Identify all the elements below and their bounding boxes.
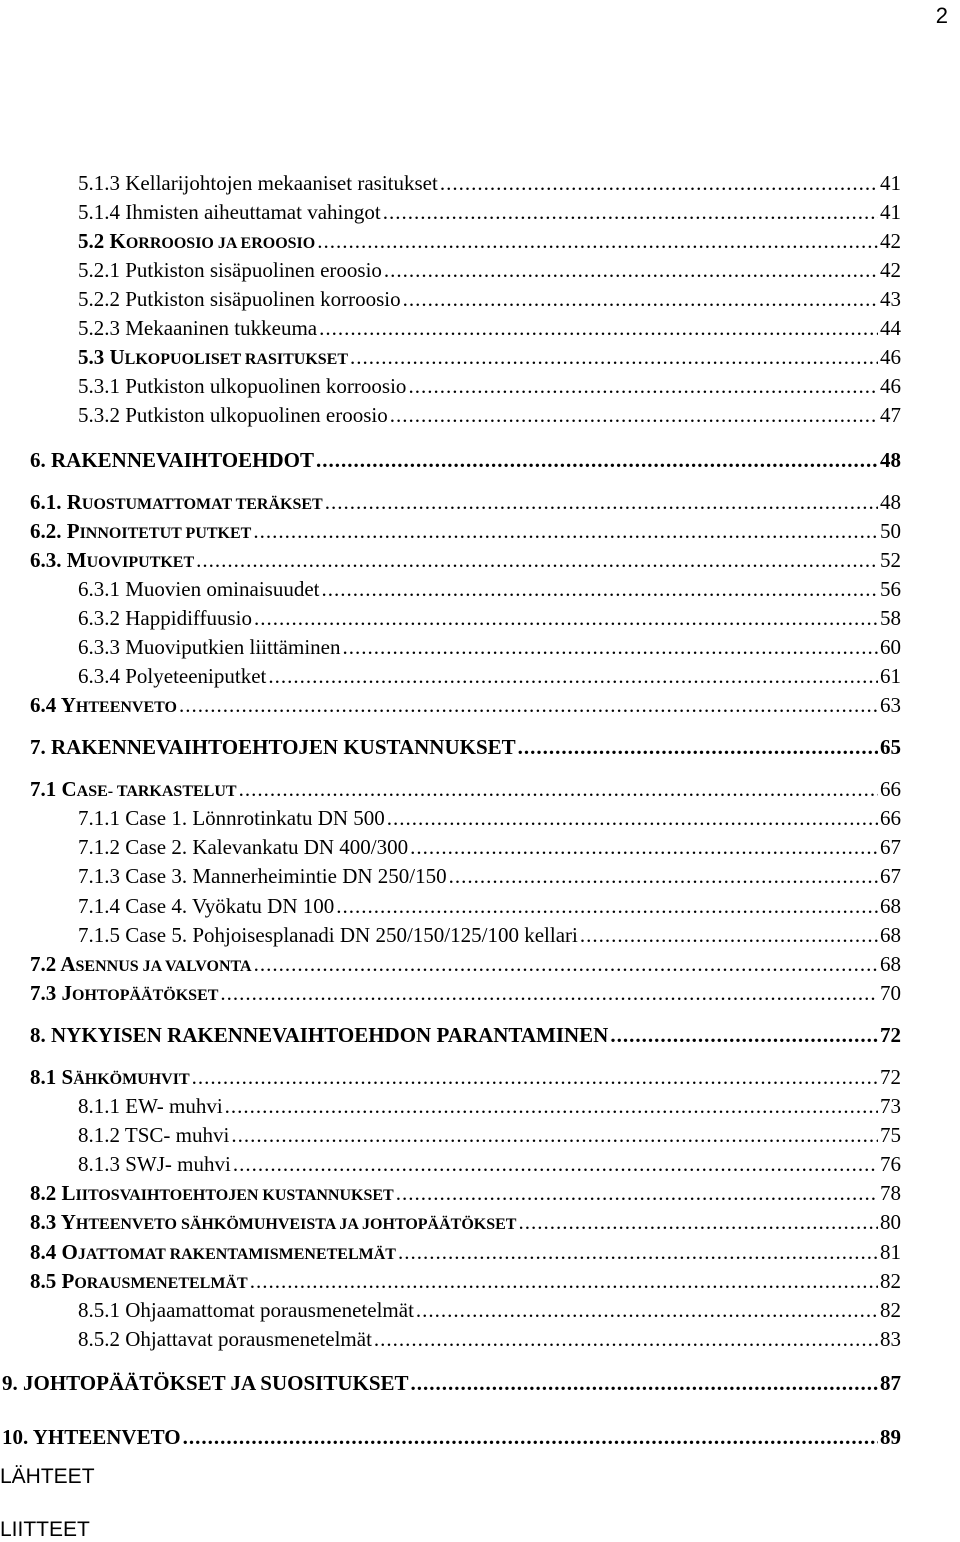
entry-page: 82 <box>880 1269 901 1293</box>
toc-entry-8-5-1[interactable] <box>78 1298 901 1322</box>
toc-entry-7-1-3[interactable] <box>78 864 901 888</box>
entry-page: 68 <box>880 894 901 918</box>
entry-page: 47 <box>880 403 901 427</box>
entry-page: 42 <box>880 229 901 253</box>
entry-page: 42 <box>880 258 901 282</box>
dot-leader <box>610 1023 878 1047</box>
entry-page: 66 <box>880 777 901 801</box>
toc-entry-8[interactable] <box>30 1023 901 1047</box>
dot-leader <box>390 403 878 427</box>
dot-leader <box>233 1152 878 1176</box>
dot-leader <box>398 1240 878 1264</box>
dot-leader <box>231 1123 878 1147</box>
dot-leader <box>250 1269 878 1293</box>
entry-number: 7.1.5 <box>78 923 120 947</box>
entry-number: 5.2.3 <box>78 316 120 340</box>
entry-number: 7.1.3 <box>78 864 120 888</box>
entry-title-initial: A <box>60 952 76 976</box>
dot-leader <box>518 1210 878 1234</box>
entry-title: Muovien ominaisuudet <box>125 577 320 601</box>
entry-title-initial: C <box>61 777 77 801</box>
entry-number: 5.1.4 <box>78 200 120 224</box>
entry-number: 7.1.4 <box>78 894 120 918</box>
toc-entry-6-3[interactable] <box>30 548 901 575</box>
entry-page: 44 <box>880 316 901 340</box>
entry-title-rest: ÄHKÖMUHVIT <box>73 1071 190 1088</box>
entry-page: 78 <box>880 1181 901 1205</box>
entry-number: 5.1.3 <box>78 171 120 195</box>
toc-entry-10[interactable] <box>2 1425 901 1449</box>
entry-title-rest: SENNUS JA VALVONTA <box>75 958 252 975</box>
entry-title-rest: JATTOMAT RAKENTAMISMENETELMÄT <box>77 1246 396 1263</box>
entry-page: 81 <box>880 1240 901 1264</box>
entry-title: Case 1. Lönnrotinkatu DN 500 <box>125 806 385 830</box>
dot-leader <box>449 864 878 888</box>
dot-leader <box>316 448 878 472</box>
entry-number: 5.2.2 <box>78 287 120 311</box>
entry-title: Putkiston ulkopuolinen korroosio <box>125 374 407 398</box>
entry-title-initial: L <box>61 1181 76 1205</box>
toc-entry-7-1-1[interactable] <box>78 806 901 830</box>
dot-leader <box>410 835 878 859</box>
dot-leader <box>403 287 878 311</box>
entry-title: TSC- muhvi <box>124 1123 230 1147</box>
entry-title-initial: S <box>61 1065 74 1089</box>
entry-number: 6.4 <box>30 693 57 717</box>
entry-page: 48 <box>880 490 901 514</box>
entry-number: 6.3.3 <box>78 635 120 659</box>
entry-page: 50 <box>880 519 901 543</box>
entry-number: 7. <box>30 735 46 759</box>
toc-entry-5-3[interactable] <box>78 345 901 372</box>
entry-title: Muoviputkien liittäminen <box>125 635 341 659</box>
entry-title: Putkiston sisäpuolinen eroosio <box>125 258 382 282</box>
dot-leader <box>183 1425 878 1449</box>
toc-entry-8-2[interactable] <box>30 1181 901 1208</box>
entry-number: 8.3 <box>30 1210 57 1234</box>
entry-title-initial: Y <box>60 693 76 717</box>
dot-leader <box>325 490 878 514</box>
toc-entry-6-3-4[interactable] <box>78 664 901 688</box>
entry-title-rest: ASE- TARKASTELUT <box>76 783 237 800</box>
entry-title-initial: M <box>66 548 87 572</box>
dot-leader <box>383 200 878 224</box>
toc-entry-7-2[interactable] <box>30 952 901 979</box>
entry-number: 5.3.2 <box>78 403 120 427</box>
entry-page: 52 <box>880 548 901 572</box>
entry-page: 46 <box>880 374 901 398</box>
entry-page: 68 <box>880 923 901 947</box>
entry-page: 89 <box>880 1425 901 1449</box>
entry-title: Ohjaamattomat porausmenetelmät <box>125 1298 414 1322</box>
entry-number: 8.2 <box>30 1181 57 1205</box>
toc-entry-5-1-3[interactable] <box>78 171 901 195</box>
toc-entry-7-1-2[interactable] <box>78 835 901 859</box>
entry-number: 6.3.2 <box>78 606 120 630</box>
toc-entry-7-1-4[interactable] <box>78 894 901 918</box>
entry-number: 5.3.1 <box>78 374 120 398</box>
entry-number: 8. <box>30 1023 46 1047</box>
entry-page: 63 <box>880 693 901 717</box>
toc-entry-5-2-2[interactable] <box>78 287 901 311</box>
entry-number: 5.2.1 <box>78 258 120 282</box>
dot-leader <box>196 548 878 572</box>
entry-page: 58 <box>880 606 901 630</box>
dot-leader <box>220 981 878 1005</box>
entry-title-initial: U <box>109 345 125 369</box>
dot-leader <box>440 171 878 195</box>
entry-page: 82 <box>880 1298 901 1322</box>
toc-entry-6-3-2[interactable] <box>78 606 901 630</box>
toc-entry-6[interactable] <box>30 448 901 472</box>
entry-number: 8.5 <box>30 1269 57 1293</box>
entry-page: 66 <box>880 806 901 830</box>
entry-title-initial: P <box>61 1269 75 1293</box>
dot-leader <box>192 1065 878 1089</box>
entry-title: RAKENNEVAIHTOEHTOJEN KUSTANNUKSET <box>51 735 516 759</box>
dot-leader <box>321 577 878 601</box>
dot-leader <box>254 606 878 630</box>
dot-leader <box>384 258 878 282</box>
toc-entry-7[interactable] <box>30 735 901 759</box>
entry-title: Case 2. Kalevankatu DN 400/300 <box>125 835 409 859</box>
entry-title-rest: ORAUSMENETELMÄT <box>74 1275 248 1292</box>
entry-title-rest: OHTOPÄÄTÖKSET <box>72 987 219 1004</box>
entry-title-rest: UOVIPUTKET <box>86 554 195 571</box>
entry-title: Case 5. Pohjoisesplanadi DN 250/150/125/100 kellari <box>125 923 578 947</box>
entry-number: 8.1.3 <box>78 1152 120 1176</box>
dot-leader <box>254 952 878 976</box>
entry-page: 41 <box>880 171 901 195</box>
entry-title-rest: IITOSVAIHTOEHTOJEN KUSTANNUKSET <box>75 1187 394 1204</box>
page-number: 2 <box>935 3 948 28</box>
entry-number: 7.1.1 <box>78 806 120 830</box>
entry-page: 72 <box>880 1023 901 1047</box>
entry-title-initial: O <box>61 1240 78 1264</box>
toc-entry-8-5-2[interactable] <box>78 1327 901 1351</box>
toc-entry-7-1[interactable] <box>30 777 901 804</box>
entry-number: 7.1.2 <box>78 835 120 859</box>
dot-leader <box>319 316 878 340</box>
toc-entry-8-1[interactable] <box>30 1065 901 1092</box>
entry-page: 87 <box>880 1371 901 1395</box>
dot-leader <box>396 1181 878 1205</box>
dot-leader <box>336 894 878 918</box>
dot-leader <box>350 345 878 369</box>
toc-entry-6-3-1[interactable] <box>78 577 901 601</box>
entry-number: 5.2 <box>78 229 105 253</box>
entry-page: 60 <box>880 635 901 659</box>
dot-leader <box>268 664 878 688</box>
entry-title-initial: R <box>66 490 82 514</box>
entry-page: 68 <box>880 952 901 976</box>
entry-page: 43 <box>880 287 901 311</box>
entry-number: 6.3.4 <box>78 664 120 688</box>
entry-page: 75 <box>880 1123 901 1147</box>
entry-page: 46 <box>880 345 901 369</box>
toc-entry-lahteet[interactable]: LÄHTEET <box>0 1465 95 1488</box>
dot-leader <box>416 1298 878 1322</box>
entry-title: Case 4. Vyökatu DN 100 <box>125 894 335 918</box>
entry-title-rest: HTEENVETO <box>75 699 177 716</box>
toc-entry-8-1-2[interactable] <box>78 1123 901 1147</box>
dot-leader <box>317 229 878 253</box>
entry-page: 56 <box>880 577 901 601</box>
entry-number: 8.1 <box>30 1065 57 1089</box>
toc-entry-5-2-1[interactable] <box>78 258 901 282</box>
entry-title: Mekaaninen tukkeuma <box>125 316 318 340</box>
dot-leader <box>518 735 878 759</box>
entry-page: 76 <box>880 1152 901 1176</box>
toc-entry-6-3-3[interactable] <box>78 635 901 659</box>
entry-page: 48 <box>880 448 901 472</box>
entry-title-rest: INNOITETUT PUTKET <box>79 525 252 542</box>
entry-title: Case 3. Mannerheimintie DN 250/150 <box>125 864 447 888</box>
entry-title: NYKYISEN RAKENNEVAIHTOEHDON PARANTAMINEN <box>51 1023 609 1047</box>
entry-title: Kellarijohtojen mekaaniset rasitukset <box>125 171 438 195</box>
entry-number: 9. <box>2 1371 18 1395</box>
entry-title: Ohjattavat porausmenetelmät <box>125 1327 372 1351</box>
toc-entry-8-1-3[interactable] <box>78 1152 901 1176</box>
entry-title-rest: ORROOSIO JA EROOSIO <box>125 235 316 252</box>
entry-title-rest: HTEENVETO SÄHKÖMUHVEISTA JA JOHTOPÄÄTÖKSET <box>75 1216 517 1233</box>
entry-number: 7.1 <box>30 777 57 801</box>
dot-leader <box>408 374 878 398</box>
entry-title: Happidiffuusio <box>125 606 253 630</box>
entry-page: 61 <box>880 664 901 688</box>
entry-title: RAKENNEVAIHTOEHDOT <box>51 448 314 472</box>
toc-entry-6-2[interactable] <box>30 519 901 546</box>
toc-entry-8-5[interactable] <box>30 1269 901 1296</box>
entry-title-initial: Y <box>60 1210 76 1234</box>
entry-title: YHTEENVETO <box>32 1425 181 1449</box>
entry-number: 8.1.2 <box>78 1123 120 1147</box>
toc-entry-liitteet[interactable]: LIITTEET <box>0 1518 90 1541</box>
toc-entry-5-3-2[interactable] <box>78 403 901 427</box>
dot-leader <box>374 1327 878 1351</box>
toc-entry-8-1-1[interactable] <box>78 1094 901 1118</box>
entry-number: 6.2. <box>30 519 62 543</box>
toc-entry-8-4[interactable] <box>30 1240 901 1267</box>
entry-page: 65 <box>880 735 901 759</box>
entry-page: 72 <box>880 1065 901 1089</box>
entry-number: 8.5.2 <box>78 1327 120 1351</box>
entry-number: 7.2 <box>30 952 57 976</box>
toc-entry-7-1-5[interactable] <box>78 923 901 947</box>
entry-title-initial: K <box>109 229 126 253</box>
toc-entry-6-4[interactable] <box>30 693 901 720</box>
entry-title-initial: J <box>61 981 72 1005</box>
entry-title: SWJ- muhvi <box>125 1152 231 1176</box>
entry-page: 41 <box>880 200 901 224</box>
entry-title: Ihmisten aiheuttamat vahingot <box>125 200 381 224</box>
entry-number: 8.4 <box>30 1240 57 1264</box>
toc-entry-5-1-4[interactable] <box>78 200 901 224</box>
entry-number: 8.5.1 <box>78 1298 120 1322</box>
entry-title-rest: LKOPUOLISET RASITUKSET <box>124 351 349 368</box>
dot-leader <box>342 635 878 659</box>
toc-entry-5-3-1[interactable] <box>78 374 901 398</box>
entry-number: 6. <box>30 448 46 472</box>
entry-title: JOHTOPÄÄTÖKSET JA SUOSITUKSET <box>23 1371 409 1395</box>
entry-number: 10. <box>2 1425 29 1449</box>
toc-entry-5-2[interactable] <box>78 229 901 256</box>
entry-number: 8.1.1 <box>78 1094 120 1118</box>
entry-title: Putkiston ulkopuolinen eroosio <box>125 403 388 427</box>
entry-number: 6.3. <box>30 548 62 572</box>
toc-entry-7-3[interactable] <box>30 981 901 1008</box>
entry-page: 70 <box>880 981 901 1005</box>
entry-number: 6.3.1 <box>78 577 120 601</box>
entry-title: Polyeteeniputket <box>125 664 267 688</box>
toc-entry-8-3[interactable] <box>30 1210 901 1237</box>
entry-title: EW- muhvi <box>125 1094 223 1118</box>
entry-number: 5.3 <box>78 345 105 369</box>
entry-page: 67 <box>880 835 901 859</box>
toc-entry-5-2-3[interactable] <box>78 316 901 340</box>
dot-leader <box>411 1371 878 1395</box>
entry-page: 83 <box>880 1327 901 1351</box>
entry-title-initial: P <box>66 519 80 543</box>
entry-page: 73 <box>880 1094 901 1118</box>
dot-leader <box>580 923 878 947</box>
entry-title-rest: UOSTUMATTOMAT TERÄKSET <box>81 496 323 513</box>
dot-leader <box>179 693 878 717</box>
dot-leader <box>225 1094 878 1118</box>
entry-title: Putkiston sisäpuolinen korroosio <box>125 287 401 311</box>
toc-entry-6-1[interactable] <box>30 490 901 517</box>
toc-entry-9[interactable] <box>2 1371 901 1395</box>
dot-leader <box>387 806 878 830</box>
entry-page: 80 <box>880 1210 901 1234</box>
dot-leader <box>253 519 878 543</box>
entry-page: 67 <box>880 864 901 888</box>
entry-number: 7.3 <box>30 981 57 1005</box>
dot-leader <box>239 777 878 801</box>
entry-number: 6.1. <box>30 490 62 514</box>
